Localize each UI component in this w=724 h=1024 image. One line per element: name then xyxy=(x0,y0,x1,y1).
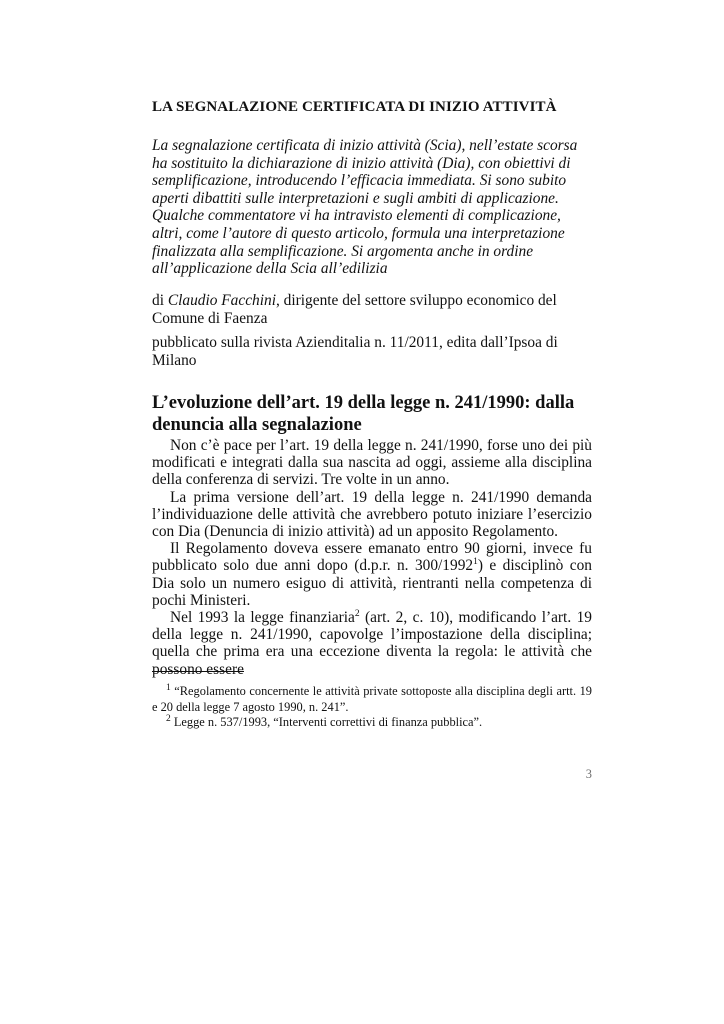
footnote-separator xyxy=(152,671,244,672)
author-name: Claudio Facchini xyxy=(167,292,276,309)
footnote-ref-2[interactable]: 2 xyxy=(354,608,360,619)
abstract: La segnalazione certificata di inizio attività (Scia), nell’estate scorsa ha sostituito la dichiarazione di inizio attività (Dia), con obiettivi di semplificazione, introducendo l’efficacia immediata. Si sono subito aperti dibattiti sulle interpretazioni e sugli ambiti di applicazione. Qualche commentatore vi ha intravisto elementi di complicazione, altri, come l’autore di questo articolo, formula una interpretazione finalizzata alla semplificazione. Si argomenta anche in ordine all’applicazione della Scia all’edilizia xyxy=(152,137,578,278)
author-line xyxy=(152,292,592,328)
paragraph-4-text-b: (art. 2, c. 10), modificando l’art. 19 della legge n. 241/1990, capovolge l’impostazione della disciplina; quella che prima era una eccezione diventa la regola: le attività che possono essere xyxy=(152,609,592,678)
publication-note: pubblicato sulla rivista Azienditalia n. 11/2011, edita dall’Ipsoa di Milano xyxy=(152,334,558,369)
paragraph-3-text-a: Il Regolamento doveva essere emanato entro 90 giorni, invece fu pubblicato solo due anni dopo (d.p.r. n. 300/1992 xyxy=(152,540,592,575)
page-number: 3 xyxy=(585,767,592,781)
footnote-mark-1: 1 xyxy=(166,682,171,693)
section-heading: L’evoluzione dell’art. 19 della legge n. 241/1990: dalla denuncia alla segnalazione xyxy=(152,393,575,435)
author-role: , dirigente del settore sviluppo economico del Comune di Faenza xyxy=(152,292,557,327)
footnote-2 xyxy=(152,715,592,731)
footnote-1 xyxy=(152,684,592,715)
paragraph-1: Non c’è pace per l’art. 19 della legge n. 241/1990, forse uno dei più modificati e integrati dalla sua nascita ad oggi, assieme alla disciplina della conferenza di servizi. Tre volte in un anno. xyxy=(152,437,592,489)
footnote-2-text: Legge n. 537/1993, “Interventi correttivi di finanza pubblica”. xyxy=(170,715,483,730)
document-title: LA SEGNALAZIONE CERTIFICATA DI INIZIO ATTIVITÀ xyxy=(152,99,557,115)
body-text xyxy=(152,437,592,678)
footnotes xyxy=(152,684,592,731)
footnote-mark-2: 2 xyxy=(166,714,171,725)
paragraph-4-text-a: Nel 1993 la legge finanziaria xyxy=(170,609,355,627)
paragraph-2: La prima versione dell’art. 19 della legge n. 241/1990 demanda l’individuazione delle attività che avrebbero potuto iniziare l’esercizio con Dia (Denuncia di inizio attività) ad un apposito Regolamento. xyxy=(152,488,592,541)
paragraph-3 xyxy=(152,540,592,609)
footnote-ref-1[interactable]: 1 xyxy=(473,557,478,568)
author-prefix: di xyxy=(152,292,168,309)
paragraph-3-text-b: ) e disciplinò con Dia solo un numero esiguo di attività, rientranti nella competenza di pochi Ministeri. xyxy=(152,557,592,609)
footnote-1-text: “Regolamento concernente le attività private sottoposte alla disciplina degli artt. 19 e 20 della legge 7 agosto 1990, n. 241”. xyxy=(152,684,592,714)
paragraph-4 xyxy=(152,609,592,678)
